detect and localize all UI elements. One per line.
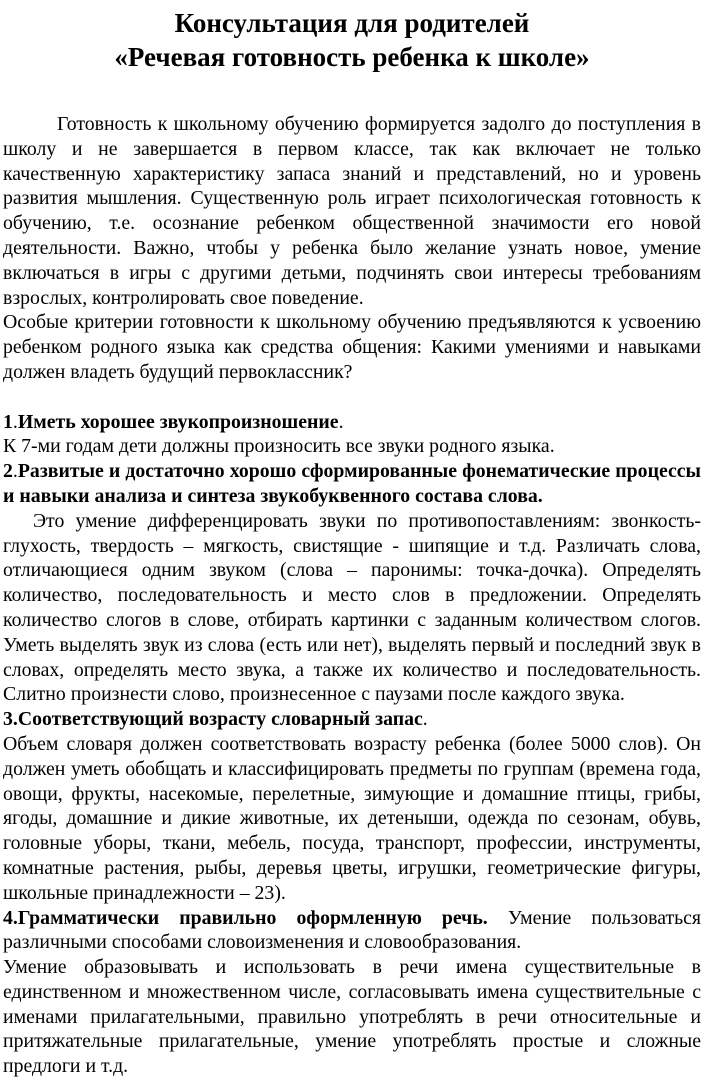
- blank-line: [3, 385, 701, 410]
- title-line-2: «Речевая готовность ребенка к школе»: [114, 42, 590, 72]
- section-1-heading-text: Иметь хорошее звукопроизношение: [17, 410, 339, 433]
- section-1-heading: 1.Иметь хорошее звукопроизношение.: [3, 410, 344, 433]
- section-3-heading-text: Соответствующий возрасту словарный запас: [17, 708, 423, 731]
- section-4-heading: 4.Грамматически правильно оформленную речь. Умение пользоваться различными способами словоизменения и словообразования.: [3, 906, 702, 954]
- section-1-number: 1: [3, 410, 13, 433]
- section-2-heading-text: Развитые и достаточно хорошо сформированные фонематические процессы и навыки анализа и синтеза звукобуквенного состава слова.: [3, 460, 701, 507]
- section-2-number: 2: [3, 460, 13, 483]
- intro-paragraph-1: Готовность к школьному обучению формируется задолго до поступления в школу и не завершается в первом классе, так как включает не только качественную характеристику запаса знаний и представлений, но и уровень развития мышления. Существенную роль играет психологическая готовность к обучению, т.е. осознание ребенком общественной значимости его новой деятельности. Важно, чтобы у ребенка было желание узнать новое, умение включаться в игры с другими детьми, подчинять свои интересы требованиям взрослых, контролировать свое поведение.: [3, 113, 701, 309]
- section-2-body: Это умение дифференцировать звуки по противопоставлениям: звонкость-глухость, твердость – мягкость, свистящие - шипящие и т.д. Различать слова, отличающиеся одним звуком (слова – паронимы: точка-дочка). Определять количество, последовательность и место слов в предложении. Определять количество слогов в слове, отбирать картинки с заданным количеством слогов. Уметь выделять звук из слова (есть или нет), выделять первый и последний звук в словах, определять место звука, а также их количество и последовательность. Слитно произнести слово, произнесенное с паузами после каждого звука.: [3, 509, 701, 706]
- section-4-number: 4: [3, 906, 13, 929]
- section-4-body: Умение образовывать и использовать в речи имена существительные в единственном и множественном числе, согласовывать имена существительные с именами прилагательными, правильно употреблять в речи относительные и притяжательные прилагательные, умение употреблять простые и сложные предлоги и т.д.: [3, 956, 701, 1078]
- intro-paragraph-2: Особые критерии готовности к школьному обучению предъявляются к усвоению ребенком родного языка как средства общения: Какими умениями и навыками должен владеть будущий первоклассник?: [3, 311, 701, 383]
- section-3-number: 3: [3, 708, 13, 731]
- section-1-body: К 7-ми годам дети должны произносить все звуки родного языка.: [3, 435, 555, 458]
- section-3-heading: 3.Соответствующий возрасту словарный запас.: [3, 708, 428, 731]
- section-4-heading-text: Грамматически правильно оформленную речь.: [17, 906, 488, 929]
- title-spacer: [3, 74, 701, 112]
- section-3-body: Объем словаря должен соответствовать возрасту ребенка (более 5000 слов). Он должен уметь обобщать и классифицировать предметы по группам (времена года, овощи, фрукты, насекомые, перелетные, зимующие и домашние птицы, грибы, ягоды, домашние и дикие животные, их детеныши, одежда по сезонам, обувь, головные уборы, ткани, мебель, посуда, транспорт, профессии, инструменты, комнатные растения, рыбы, деревья цветы, игрушки, геометрические фигуры, школьные принадлежности – 23).: [3, 732, 701, 904]
- page-title: [3, 6, 701, 74]
- section-3-heading-tail: .: [422, 708, 428, 731]
- title-line-1: Консультация для родителей: [174, 8, 530, 38]
- section-4-heading-tail: Умение пользоваться различными способами словоизменения и словообразования.: [3, 906, 702, 954]
- section-2-heading: 2.Развитые и достаточно хорошо сформированные фонематические процессы и навыки анализа и синтеза звукобуквенного состава слова.: [3, 460, 701, 507]
- section-1-heading-tail: .: [338, 410, 344, 433]
